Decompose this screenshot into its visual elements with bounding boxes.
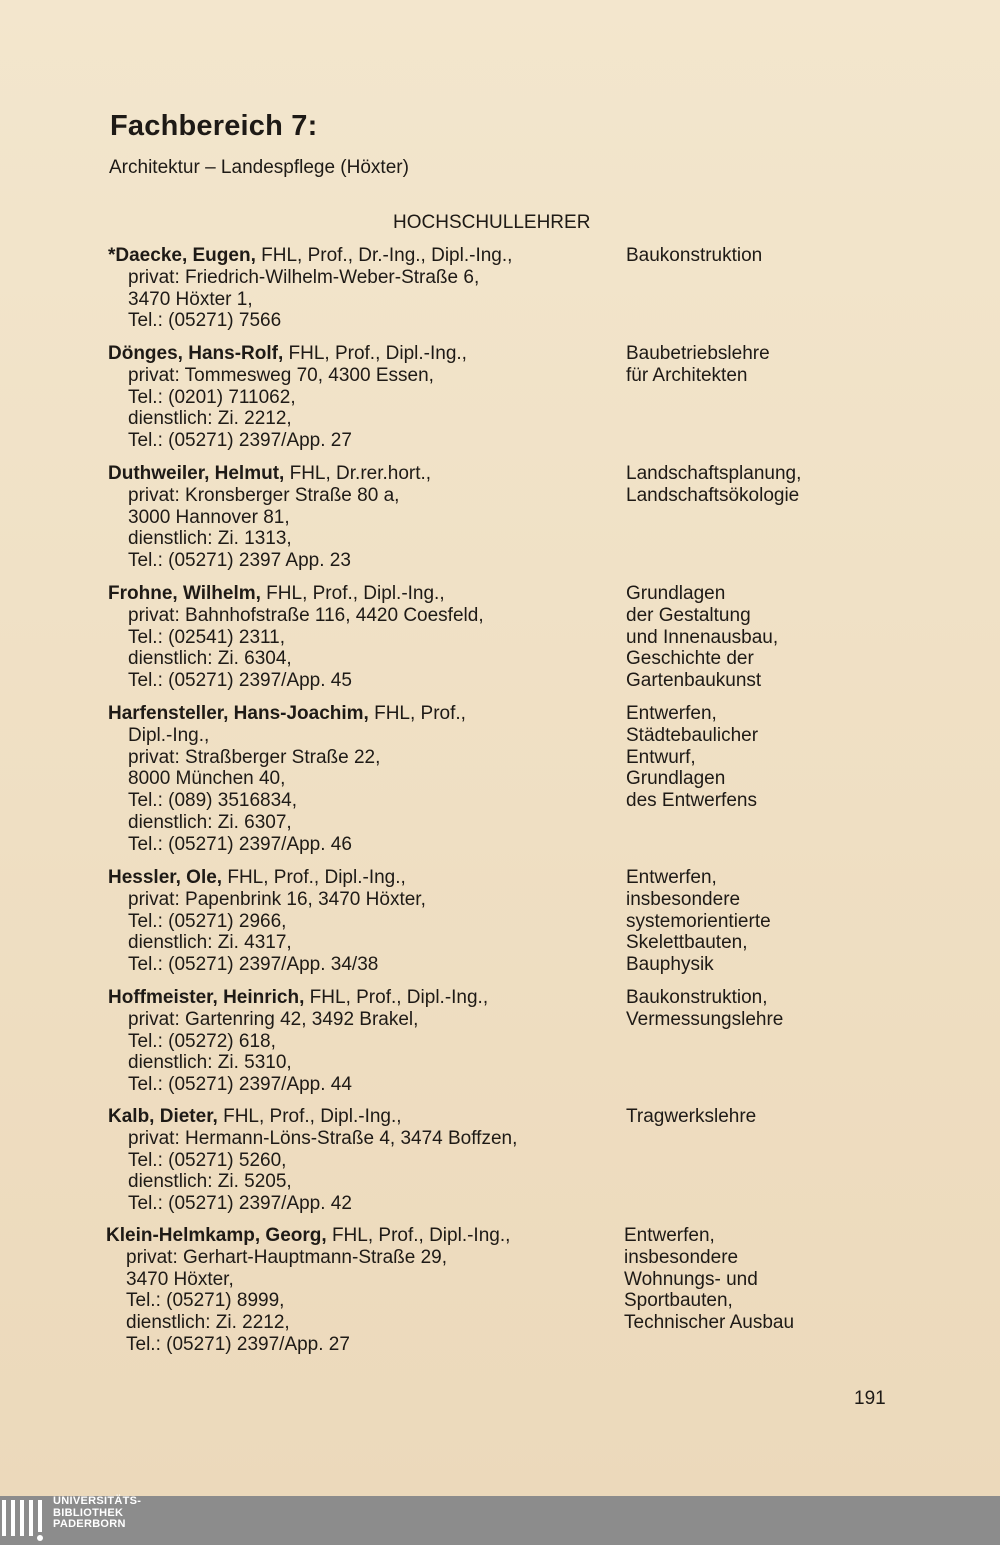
entry-title: FHL, Prof., [368,703,466,724]
subject-line: Entwerfen, [626,703,717,724]
entry-subjects [626,343,956,387]
entry-name: Klein-Helmkamp, Georg, [106,1225,327,1246]
library-logo-icon [2,1500,46,1542]
entry-subjects [626,463,956,507]
subject-line: Geschichte der [626,648,754,670]
logo-line: PADERBORN [53,1518,126,1530]
entry-contact [108,583,618,692]
subject-line: und Innenausbau, [626,626,779,648]
subject-line: Bauphysik [626,954,714,976]
page-subtitle: Architektur – Landespflege (Höxter) [109,157,409,178]
subject-line: des Entwerfens [626,790,757,812]
entry-name: Hoffmeister, Heinrich, [108,987,305,1008]
entry-line: Tel.: (05271) 7566 [128,310,282,332]
entry-line: dienstlich: Zi. 5205, [128,1171,292,1193]
entry-subjects [626,987,956,1031]
entry-title: FHL, Prof., Dipl.-Ing., [326,1225,511,1246]
entry-contact [108,343,618,452]
subject-line: Vermessungslehre [626,1008,784,1030]
subject-line: Gartenbaukunst [626,670,762,692]
subject-line: Technischer Ausbau [624,1312,795,1334]
entry-line: Tel.: (05271) 2397/App. 44 [128,1074,352,1096]
page-title: Fachbereich 7: [110,110,318,142]
entry-title: FHL, Prof., Dipl.-Ing., [304,987,489,1008]
entry-line: Tel.: (05271) 2397/App. 46 [128,833,352,855]
subject-line: insbesondere [626,888,741,910]
entry-line: Tel.: (089) 3516834, [128,790,298,812]
entry-line: Tel.: (02541) 2311, [128,626,286,648]
entry-line: privat: Tommesweg 70, 4300 Essen, [128,364,434,386]
subject-line: Baubetriebslehre [626,343,770,364]
entry-line: dienstlich: Zi. 6307, [128,811,292,833]
entry-line: Tel.: (0201) 711062, [128,386,296,408]
entry-line: Tel.: (05271) 5260, [128,1149,287,1171]
entry-title: FHL, Prof., Dipl.-Ing., [260,583,445,604]
library-footer [0,1496,1000,1545]
entry-name: Duthweiler, Helmut, [108,463,285,484]
entry-line: dienstlich: Zi. 4317, [128,932,292,954]
entry-line: Tel.: (05271) 2397/App. 27 [126,1333,350,1355]
entry-name: Kalb, Dieter, [108,1106,218,1127]
subject-line: Sportbauten, [624,1290,733,1312]
entry-title: FHL, Dr.rer.hort., [284,463,432,484]
subject-line: Landschaftsökologie [626,484,800,506]
entry-line: privat: Friedrich-Wilhelm-Weber-Straße 6, [128,266,480,288]
entry-contact [108,867,618,976]
entry-line: 3470 Höxter, [126,1268,234,1290]
subject-line: Tragwerkslehre [626,1106,757,1127]
entry-line: Tel.: (05271) 2397/App. 34/38 [128,954,379,976]
entry-line: Dipl.-Ing., [128,724,210,746]
entry-name: Frohne, Wilhelm, [108,583,261,604]
subject-line: für Architekten [626,364,748,386]
section-heading: HOCHSCHULLEHRER [393,212,591,233]
entry-line: 8000 München 40, [128,768,286,790]
entry-line: dienstlich: Zi. 6304, [128,648,292,670]
subject-line: Grundlagen [626,768,726,790]
entry-subjects [626,583,956,692]
entry-line: privat: Gerhart-Hauptmann-Straße 29, [126,1246,448,1268]
subject-line: systemorientierte [626,910,771,932]
entry-line: dienstlich: Zi. 2212, [128,408,292,430]
subject-line: Entwerfen, [626,867,717,888]
library-logo-text [53,1496,141,1531]
entry-name: Hessler, Ole, [108,867,223,888]
entry-title: FHL, Prof., Dr.-Ing., Dipl.-Ing., [255,245,513,266]
subject-line: Baukonstruktion, [626,987,768,1008]
entry-line: dienstlich: Zi. 1313, [128,528,292,550]
entry-line: privat: Kronsberger Straße 80 a, [128,484,400,506]
logo-line: BIBLIOTHEK [53,1506,124,1519]
entry-name: Harfensteller, Hans-Joachim, [108,703,369,724]
entry-line: Tel.: (05271) 2397/App. 27 [128,430,352,452]
entry-line: Tel.: (05271) 2966, [128,910,287,932]
entry-subjects [626,867,956,976]
entry-contact [108,703,618,856]
entry-title: FHL, Prof., Dipl.-Ing., [217,1106,402,1127]
entry-contact [108,245,618,332]
entry-line: privat: Papenbrink 16, 3470 Höxter, [128,888,426,910]
entry-contact [108,987,618,1096]
entry-line: privat: Straßberger Straße 22, [128,746,381,768]
entry-line: Tel.: (05272) 618, [128,1030,276,1052]
entry-line: privat: Hermann-Löns-Straße 4, 3474 Boffzen, [128,1127,518,1149]
subject-line: insbesondere [624,1246,739,1268]
subject-line: Landschaftsplanung, [626,463,802,484]
entry-contact [108,1106,618,1215]
entry-subjects [624,1225,954,1334]
entry-title: FHL, Prof., Dipl.-Ing., [222,867,406,888]
subject-line: Städtebaulicher [626,724,759,746]
entry-subjects [626,703,956,812]
entry-contact [108,463,618,572]
entry-line: 3000 Hannover 81, [128,506,290,528]
subject-line: Entwurf, [626,746,696,768]
subject-line: Grundlagen [626,583,726,604]
subject-line: Baukonstruktion [626,245,763,266]
entry-contact [106,1225,616,1356]
entry-title: FHL, Prof., Dipl.-Ing., [283,343,467,364]
subject-line: der Gestaltung [626,604,751,626]
entry-line: privat: Gartenring 42, 3492 Brakel, [128,1008,419,1030]
entry-line: 3470 Höxter 1, [128,288,253,310]
logo-line: UNIVERSITÄTS- [53,1495,142,1507]
entry-line: Tel.: (05271) 2397/App. 42 [128,1193,352,1215]
subject-line: Skelettbauten, [626,932,748,954]
subject-line: Entwerfen, [624,1225,715,1246]
entry-line: privat: Bahnhofstraße 116, 4420 Coesfeld, [128,604,484,626]
entry-line: Tel.: (05271) 2397/App. 45 [128,670,352,692]
subject-line: Wohnungs- und [624,1268,758,1290]
entry-name: *Daecke, Eugen, [108,245,256,266]
entry-subjects [626,245,956,267]
entry-line: dienstlich: Zi. 5310, [128,1052,292,1074]
entry-line: Tel.: (05271) 8999, [126,1290,285,1312]
entry-name: Dönges, Hans-Rolf, [108,343,284,364]
entry-line: dienstlich: Zi. 2212, [126,1312,290,1334]
entry-subjects [626,1106,956,1128]
entry-line: Tel.: (05271) 2397 App. 23 [128,550,351,572]
page-number: 191 [854,1388,886,1409]
